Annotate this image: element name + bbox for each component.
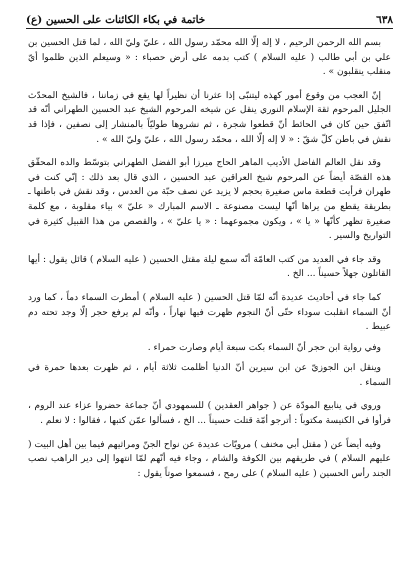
paragraph-ibn-jawzi: وينقل ابن الجوزيّ عن ابن سيرين أنّ الدنيا أظلمت ثلاثة أيام ، ثم ظهرت بعدها حمرة في السماء .	[28, 363, 391, 388]
paragraph-voice-report: وقد جاء في العديد من كتب العامّة أنّه سمع ليلة مقتل الحسين ( عليه السلام ) قائل يقول : أيها القاتلون جهلاً حسيناً ... الخ .	[28, 254, 391, 280]
running-title: خاتمة في بكاء الكائنات على الحسين (ع)	[26, 14, 206, 26]
header-rule	[26, 28, 393, 29]
paragraph-abu-mikhnaf: وفيه أيضاً عن ( مقتل أبي مخنف ) مرويّات عديدة عن نواح الجنّ ومراثيهم فيما بين أهل البيت ( عليهم السلام ) في طريقهم بين الكوفة والشام ، وجاء فيه أنّهم لمّا انتهوا إلى دير الراهب نصب الجند رأس الحسين ( عليه السلام ) على رمح ، فسمعوا صوتاً يقول :	[28, 439, 391, 479]
page-body	[28, 36, 391, 577]
paragraph-inscription: بسم الله الرحمن الرحيم ، لا إله إلّا الله محمّد رسول الله ، عليّ وليّ الله ، لما قتل الحسين بن علي بن أبي طالب ( عليه السلام ) كتب بدمه على أرض حصباء : « وسيعلم الذين ظلموا أيّ منقلب ينقلبون » .	[28, 38, 391, 78]
paragraph-diamond-story: وقد نقل العالم الفاضل الأديب الماهر الحاج ميرزا أبو الفضل الطهراني بتوسّط والده المحقّق هذه القصّة أيضاً عن المرحوم شيخ العراقين عبد الحسين ، الذي قال بعد ذلك : إنّي كنت في طهران فرأيت قطعة ماس صغيرة بحجم لا يزيد عن نصف حبّة من العدس ، وقد نقش في باطنها ـ بطريقة يقطع من يراها أنّها ليست مصنوعة ـ الاسم المبارك « عليّ » بياء مقلوبة ، مع كلمة صغيرة تظهر كأنّها « يا » ، ويكون مجموعهما : « يا عليّ » ، والقصص من هذا القبيل كثيرة في التواريخ والسير .	[28, 158, 391, 242]
paragraph-blood-rain: كما جاء في أحاديث عديدة أنّه لمّا قتل الحسين ( عليه السلام ) أمطرت السماء دماً ، كما ورد أنّ السماء انقلبت سوداء حتّى أنّ النجوم ظهرت فيها نهاراً ، وأنّه لم يرفع حجر إلّا وجد تحته دم عبيط .	[28, 292, 391, 333]
paragraph-tree-story: إنّ العجب من وقوع أمور كهذه ليتنبّى إذا عثرنا أن نظيراً لها يقع في زماننا ، فالشيخ المحدّث الجليل المرحوم ثقة الإسلام النوري ينقل عن شيخه المرحوم الشيخ عبد الحسين الطهراني أنّه قد اتّفق حين كان في الحائط أنّ قطعوا شجرة ، ثم نشروها طوليّاً بالمنشار إلى نصفين ، فإذا قد نقش في باطن كلّ شقّ : « لا إله إلّا الله ، محمّد رسول الله ، عليّ وليّ الله » .	[28, 90, 391, 145]
paragraph-ibn-hajar: وفي رواية ابن حجر أنّ السماء بكت سبعة أيام وصارت حمراء .	[147, 342, 381, 353]
page-number: ٦٣٨	[376, 14, 393, 26]
paragraph-church-inscription: وروي في ينابيع المودّة عن ( جواهر العقدين ) للسمهودي أنّ جماعة حضروا عزاء عند الروم ، فرأوا في الكنيسة مكتوباً : أترجو أمّة قتلت حسيناً ... الخ ، فسألوا عمّن كتبها ، فقالوا : لا نعلم .	[28, 401, 391, 427]
page-header	[26, 6, 393, 26]
